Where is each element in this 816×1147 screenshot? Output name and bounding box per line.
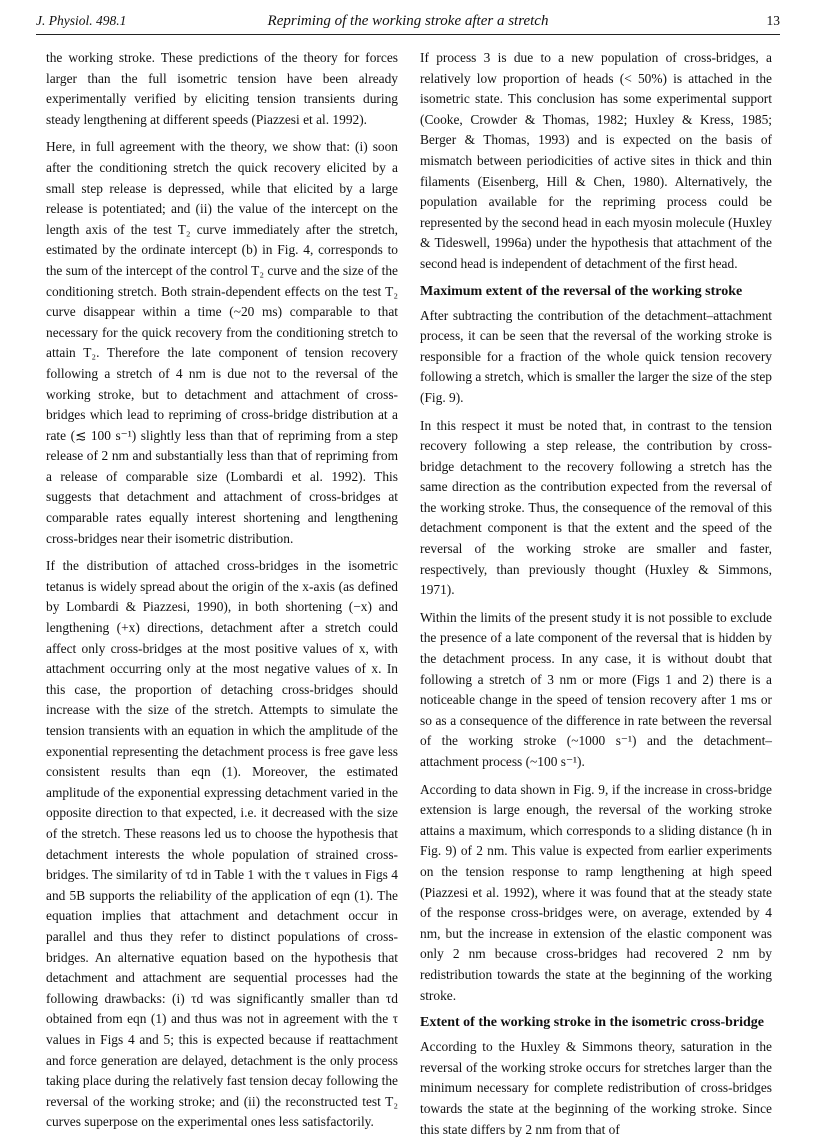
paragraph: If the distribution of attached cross-bridges in the isometric tetanus is widely spread about the origin of the x-axis (as defined by Lombardi & Piazzesi, 1990), in both shortening (−x) and lengthening (+x) directions, detachment after a stretch could affect only cross-bridges at the most positive values of x, with attachment occurring only at the most negative values of x. In this case, the proportion of detaching cross-bridges should increase with the size of the stretch. Attempts to simulate the tension transients with an equation in which the amplitude of the exponential representing the detachment process is free gave less consistent results than eqn (1). Moreover, the estimated amplitude of the exponential expressing detachment varied in the opposite direction to that expected, i.e. it decreased with the size of the stretch. These reasons led us to choose the hypothesis that detachment interests the whole population of strained cross-bridges. The similarity of τd in Table 1 with the τ values in Figs 4 and 5B supports the reliability of the application of eqn (1). The equation implies that attachment and detachment occur in parallel and thus they refer to distinct populations of cross-bridges. An alternative equation based on the hypothesis that detachment and attachment are sequential processes had the following drawbacks: (i) τd was significantly smaller than τd obtained from eqn (1) and thus was not in agreement with the τ values in Figs 4 and 5; this is expected because if reattachment and force generation are delayed, detachment is the only process taking place during the relatively fast tension decay following the reversal of the working stroke; and (ii) the reconstructed test T₂ curves superpose on the experimental ones less satisfactorily. xyxy=(46,558,398,1130)
paragraph: In this respect it must be noted that, in contrast to the tension recovery following a step release, the contribution by cross-bridge detachment to the recovery following a stretch has the same direction as the contribution expected from the reversal of the working stroke. Thus, the consequence of the removal of this detachment component is that the extent and the speed of the reversal of the working stroke are smaller and faster, respectively, than previously thought (Huxley & Simmons, 1971). xyxy=(420,417,772,598)
paragraph: Here, in full agreement with the theory, we show that: (i) soon after the conditioning stretch the quick recovery elicited by a small step release is depressed, while that elicited by a large release is potentiated; and (ii) the value of the intercept on the length axis of the test T₂ curve immediately after the stretch, estimated by the ordinate intercept (b) in Fig. 4, corresponds to the sum of the intercept of the control T₂ curve and the size of the conditioning stretch. Both strain-dependent effects on the test T₂ curve disappear within a time (~20 ms) comparable to that necessary for the quick recovery from the conditioning stretch to attain T₂. Therefore the late component of tension recovery following a stretch of 4 nm is due not to the reversal of the working stroke, but to detachment and attachment of cross-bridges which lead to repriming of cross-bridge distribution at a rate (≲ 100 s⁻¹) slightly less than that of repriming from a step release of 2 nm and substantially less than that of repriming from a release of comparable size (Lombardi et al. 1992). This suggests that detachment and attachment of cross-bridges at comparable rates equally interest shortening and lengthening cross-bridges near their isometric distribution. xyxy=(46,139,398,546)
page-number: 13 xyxy=(766,13,780,28)
paragraph: If process 3 is due to a new population of cross-bridges, a relatively low proportion of heads (< 50%) is attached in the isometric state. This conclusion has some experimental support (Cooke, Crowder & Thomas, 1982; Huxley & Kress, 1985; Berger & Thomas, 1993) and is expected on the basis of mismatch between periodicities of active sites in thick and thin filaments (Eisenberg, Hill & Chen, 1980). Alternatively, the population available for the repriming process could be represented by the second head in each myosin molecule (Huxley & Tideswell, 1996a) under the hypothesis that attachment of the second head is independent of detachment of the first head. xyxy=(420,50,772,271)
paragraph: the working stroke. These predictions of the theory for forces larger than the full isometric tension have been already experimentally verified by eliciting tension transients during steady lengthening at different speeds (Piazzesi et al. 1992). xyxy=(46,50,398,127)
section-heading: Maximum extent of the reversal of the working stroke xyxy=(420,283,743,299)
right-column xyxy=(420,48,772,1147)
running-title: Repriming of the working stroke after a stretch xyxy=(267,12,549,29)
paragraph: Within the limits of the present study it is not possible to exclude the presence of a late component of the reversal that is hidden by the detachment process. In any case, it is without doubt that following a stretch of 3 nm or more (Figs 1 and 2) there is a noticeable change in the speed of tension recovery after 1 ms or so as a consequence of the difference in rate between the reversal of the working stroke (~1000 s⁻¹) and the detachment–attachment process (~100 s⁻¹). xyxy=(420,609,772,769)
paragraph: According to data shown in Fig. 9, if the increase in cross-bridge extension is large enough, the reversal of the working stroke attains a maximum, which corresponds to a sliding distance (h in Fig. 9) of 2 nm. This value is expected from earlier experiments on the tension response to ramp lengthening at high speed (Piazzesi et al. 1992), where it was found that at the steady state of the response cross-bridges were, on average, extended by 4 nm, but the increase in extension of the elastic component was only 2 nm because cross-bridges had recovered 2 nm by redistribution towards the state at the beginning of the working stroke. xyxy=(420,781,772,1003)
journal-name: J. Physiol. 498.1 xyxy=(36,13,127,28)
paragraph: According to the Huxley & Simmons theory, saturation in the reversal of the working stroke occurs for stretches larger than the minimum necessary for complete redistribution of cross-bridges towards the state at the beginning of the working stroke. Since this state differs by 2 nm from that of xyxy=(420,1039,772,1137)
section-heading: Extent of the working stroke in the isometric cross-bridge xyxy=(420,1015,764,1031)
left-column xyxy=(46,48,398,1140)
running-head xyxy=(36,8,780,35)
paragraph: After subtracting the contribution of the detachment–attachment process, it can be seen that the reversal of the working stroke is responsible for a fraction of the whole quick tension recovery following a stretch, which is smaller the larger the size of the step (Fig. 9). xyxy=(420,307,772,405)
